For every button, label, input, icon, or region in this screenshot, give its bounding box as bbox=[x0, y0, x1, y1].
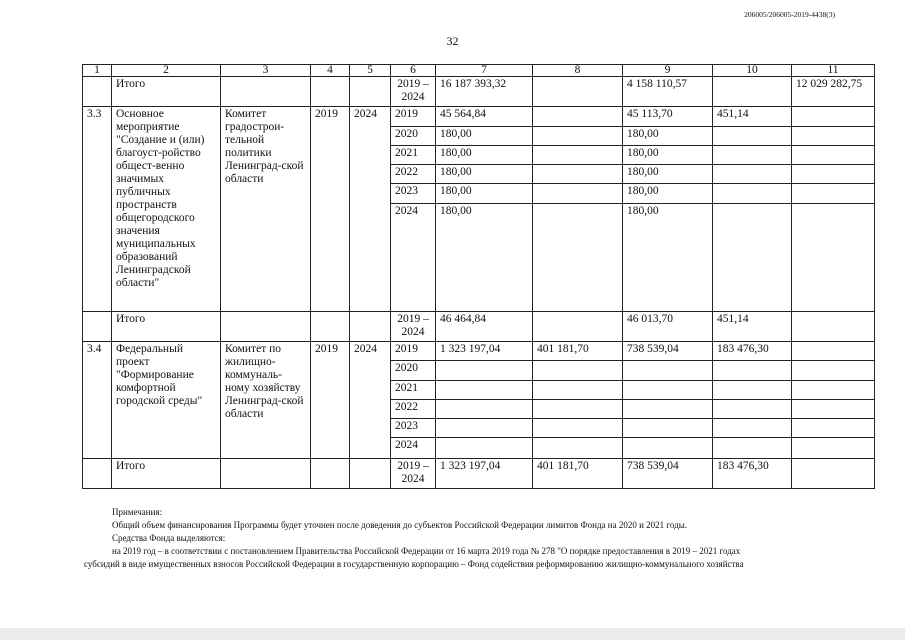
item-start-year: 2019 bbox=[311, 107, 350, 312]
cell-c9: 738 539,04 bbox=[623, 342, 713, 361]
col-header: 5 bbox=[350, 65, 391, 77]
cell-c10 bbox=[713, 77, 792, 107]
notes-line: субсидий в виде имущественных взносов Российской Федерации в государственную корпорацию – Фонд содействия реформированию жилищно-коммунального хозяйства bbox=[84, 559, 744, 569]
cell-c7: 45 564,84 bbox=[436, 107, 533, 127]
cell-c8 bbox=[533, 77, 623, 107]
year-cell: 2019 bbox=[391, 107, 436, 127]
cell-c8 bbox=[533, 107, 623, 127]
cell-c8 bbox=[533, 184, 623, 204]
col-header: 2 bbox=[112, 65, 221, 77]
cell-c7: 180,00 bbox=[436, 165, 533, 184]
cell-c8 bbox=[533, 419, 623, 438]
cell-c10 bbox=[713, 184, 792, 204]
cell-c7 bbox=[436, 400, 533, 419]
notes-line: Средства Фонда выделяются: bbox=[112, 533, 226, 543]
cell-c8 bbox=[533, 146, 623, 165]
cell-c10 bbox=[713, 361, 792, 381]
cell-c10: 451,14 bbox=[713, 107, 792, 127]
cell-c7: 1 323 197,04 bbox=[436, 342, 533, 361]
cell-c8 bbox=[533, 438, 623, 459]
cell-c9: 738 539,04 bbox=[623, 459, 713, 489]
cell-c7: 180,00 bbox=[436, 204, 533, 312]
cell-c10 bbox=[713, 204, 792, 312]
cell-c10 bbox=[713, 419, 792, 438]
cell-c11 bbox=[792, 312, 875, 342]
cell-c9: 180,00 bbox=[623, 204, 713, 312]
cell-c10 bbox=[713, 438, 792, 459]
cell-c7: 180,00 bbox=[436, 184, 533, 204]
notes-line: Общий объем финансирования Программы будет уточнен после доведения до субъектов Российской Федерации лимитов Фонда на 2020 и 2021 годы. bbox=[112, 520, 687, 530]
year-cell: 2019 bbox=[391, 342, 436, 361]
item-name: Основное мероприятие "Создание и (или) благоуст-ройство общест-венно значимых публичных пространств общегородского значения муниципальных образований Ленинградской области" bbox=[112, 107, 221, 312]
cell-c8: 401 181,70 bbox=[533, 342, 623, 361]
year-cell: 2023 bbox=[391, 419, 436, 438]
item-end-year: 2024 bbox=[350, 107, 391, 312]
cell-c8 bbox=[533, 381, 623, 400]
year-cell: 2021 bbox=[391, 381, 436, 400]
cell-c9 bbox=[623, 419, 713, 438]
cell-c11 bbox=[792, 361, 875, 381]
cell-c10: 183 476,30 bbox=[713, 342, 792, 361]
cell-c11 bbox=[792, 184, 875, 204]
cell-c9: 46 013,70 bbox=[623, 312, 713, 342]
item-name: Федеральный проект "Формирование комфортной городской среды" bbox=[112, 342, 221, 459]
total-row bbox=[83, 312, 875, 342]
scan-edge bbox=[0, 628, 905, 640]
cell-c7 bbox=[436, 381, 533, 400]
cell-c9: 180,00 bbox=[623, 184, 713, 204]
cell-c11 bbox=[792, 419, 875, 438]
total-period: 2019 – 2024 bbox=[391, 77, 436, 107]
cell-c7 bbox=[436, 438, 533, 459]
item-number: 3.3 bbox=[83, 107, 112, 312]
cell-c7: 180,00 bbox=[436, 127, 533, 146]
total-row bbox=[83, 77, 875, 107]
cell-c7 bbox=[436, 419, 533, 438]
cell-c10: 451,14 bbox=[713, 312, 792, 342]
col-header: 8 bbox=[533, 65, 623, 77]
cell-c9: 180,00 bbox=[623, 146, 713, 165]
cell-c7: 1 323 197,04 bbox=[436, 459, 533, 489]
cell-c10 bbox=[713, 400, 792, 419]
total-label: Итого bbox=[112, 77, 221, 107]
year-cell: 2024 bbox=[391, 204, 436, 312]
cell-c10: 183 476,30 bbox=[713, 459, 792, 489]
cell-c11 bbox=[792, 127, 875, 146]
cell-c10 bbox=[713, 146, 792, 165]
cell-c9 bbox=[623, 381, 713, 400]
year-cell: 2020 bbox=[391, 361, 436, 381]
total-period: 2019 – 2024 bbox=[391, 312, 436, 342]
col-header: 7 bbox=[436, 65, 533, 77]
cell-c11 bbox=[792, 400, 875, 419]
col-header: 3 bbox=[221, 65, 311, 77]
cell-c10 bbox=[713, 127, 792, 146]
cell-c11 bbox=[792, 459, 875, 489]
total-label: Итого bbox=[112, 312, 221, 342]
cell-c8 bbox=[533, 165, 623, 184]
cell-c11 bbox=[792, 107, 875, 127]
cell-c8 bbox=[533, 127, 623, 146]
document-id: 206005/206005-2019-4438(3) bbox=[744, 10, 835, 19]
col-header: 1 bbox=[83, 65, 112, 77]
year-cell: 2022 bbox=[391, 165, 436, 184]
total-period: 2019 – 2024 bbox=[391, 459, 436, 489]
year-cell: 2024 bbox=[391, 438, 436, 459]
cell-c8 bbox=[533, 312, 623, 342]
total-row bbox=[83, 459, 875, 489]
table-row bbox=[83, 342, 875, 361]
item-start-year: 2019 bbox=[311, 342, 350, 459]
cell-c8: 401 181,70 bbox=[533, 459, 623, 489]
cell-c8 bbox=[533, 204, 623, 312]
cell-c9: 180,00 bbox=[623, 165, 713, 184]
table-row bbox=[83, 107, 875, 127]
col-header: 10 bbox=[713, 65, 792, 77]
cell-c7: 16 187 393,32 bbox=[436, 77, 533, 107]
financing-table bbox=[82, 64, 875, 489]
col-header: 4 bbox=[311, 65, 350, 77]
item-executor: Комитет по жилищно-коммуналь-ному хозяйству Ленинград-ской области bbox=[221, 342, 311, 459]
col-header: 9 bbox=[623, 65, 713, 77]
cell-c9 bbox=[623, 438, 713, 459]
cell-c8 bbox=[533, 361, 623, 381]
cell-c11 bbox=[792, 342, 875, 361]
col-header: 6 bbox=[391, 65, 436, 77]
cell-c10 bbox=[713, 381, 792, 400]
year-cell: 2021 bbox=[391, 146, 436, 165]
cell-c11 bbox=[792, 381, 875, 400]
notes-title: Примечания: bbox=[112, 507, 163, 517]
year-cell: 2022 bbox=[391, 400, 436, 419]
cell-c7: 46 464,84 bbox=[436, 312, 533, 342]
cell-c11 bbox=[792, 204, 875, 312]
page-number: 32 bbox=[446, 34, 459, 48]
cell-c9: 4 158 110,57 bbox=[623, 77, 713, 107]
total-label: Итого bbox=[112, 459, 221, 489]
cell-c11 bbox=[792, 146, 875, 165]
item-end-year: 2024 bbox=[350, 342, 391, 459]
cell-c9: 180,00 bbox=[623, 127, 713, 146]
notes-line: на 2019 год – в соответствии с постановлением Правительства Российской Федерации от 16 марта 2019 года № 278 "О порядке предоставления в 2019 – 2021 годах bbox=[112, 546, 741, 556]
cell-c7 bbox=[436, 361, 533, 381]
year-cell: 2023 bbox=[391, 184, 436, 204]
cell-c10 bbox=[713, 165, 792, 184]
year-cell: 2020 bbox=[391, 127, 436, 146]
cell-c9: 45 113,70 bbox=[623, 107, 713, 127]
cell-c9 bbox=[623, 361, 713, 381]
cell-c11 bbox=[792, 438, 875, 459]
cell-c7: 180,00 bbox=[436, 146, 533, 165]
cell-c9 bbox=[623, 400, 713, 419]
item-executor: Комитет градострои-тельной политики Ленинград-ской области bbox=[221, 107, 311, 312]
cell-c8 bbox=[533, 400, 623, 419]
column-number-row bbox=[83, 65, 875, 77]
item-number: 3.4 bbox=[83, 342, 112, 459]
cell-c11 bbox=[792, 165, 875, 184]
notes-block bbox=[84, 506, 892, 571]
col-header: 11 bbox=[792, 65, 875, 77]
cell-c11: 12 029 282,75 bbox=[792, 77, 875, 107]
